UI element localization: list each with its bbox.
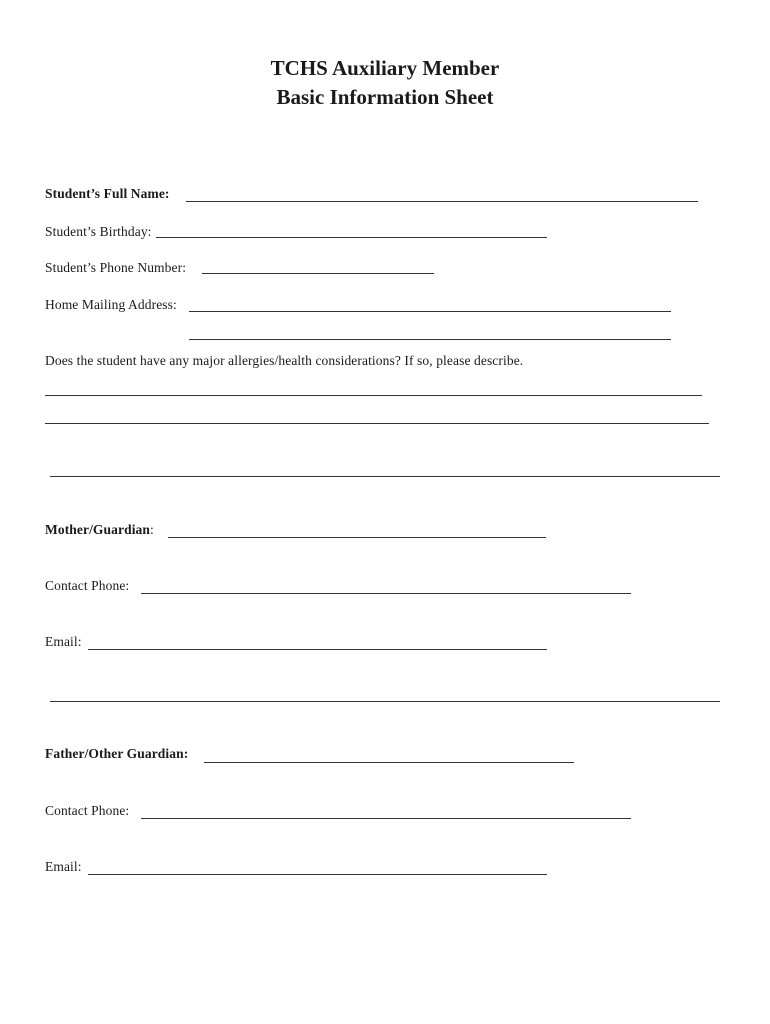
form-title-line-2: Basic Information Sheet xyxy=(276,85,494,109)
mother-contact-phone-field[interactable] xyxy=(141,593,631,594)
home-address-field-line-2[interactable] xyxy=(189,339,671,340)
mother-guardian-label xyxy=(45,522,154,538)
mother-extra-line[interactable] xyxy=(50,701,720,702)
allergies-answer-line-3[interactable] xyxy=(50,476,720,477)
allergies-answer-line-2[interactable] xyxy=(45,423,709,424)
mother-guardian-field[interactable] xyxy=(168,537,546,538)
student-full-name-field[interactable] xyxy=(186,201,698,202)
student-phone-field[interactable] xyxy=(202,273,434,274)
father-guardian-label: Father/Other Guardian: xyxy=(45,746,189,761)
mother-guardian-label-text: Mother/Guardian xyxy=(45,522,150,537)
student-birthday-label: Student’s Birthday: xyxy=(45,224,152,239)
form-title-line-1: TCHS Auxiliary Member xyxy=(270,56,500,80)
father-guardian-field[interactable] xyxy=(204,762,574,763)
mother-contact-phone-label: Contact Phone: xyxy=(45,578,130,593)
student-full-name-label: Student’s Full Name: xyxy=(45,186,170,201)
mother-guardian-label-colon: : xyxy=(150,522,154,537)
father-contact-phone-label: Contact Phone: xyxy=(45,803,130,818)
allergies-answer-line-1[interactable] xyxy=(45,395,702,396)
allergies-question: Does the student have any major allergies/health considerations? If so, please describe. xyxy=(45,353,524,368)
father-email-field[interactable] xyxy=(88,874,547,875)
mother-email-label: Email: xyxy=(45,634,82,649)
home-address-field-line-1[interactable] xyxy=(189,311,671,312)
mother-email-field[interactable] xyxy=(88,649,547,650)
father-contact-phone-field[interactable] xyxy=(141,818,631,819)
father-email-label: Email: xyxy=(45,859,82,874)
student-phone-label: Student’s Phone Number: xyxy=(45,260,187,275)
home-address-label: Home Mailing Address: xyxy=(45,297,177,312)
student-birthday-field[interactable] xyxy=(156,237,547,238)
